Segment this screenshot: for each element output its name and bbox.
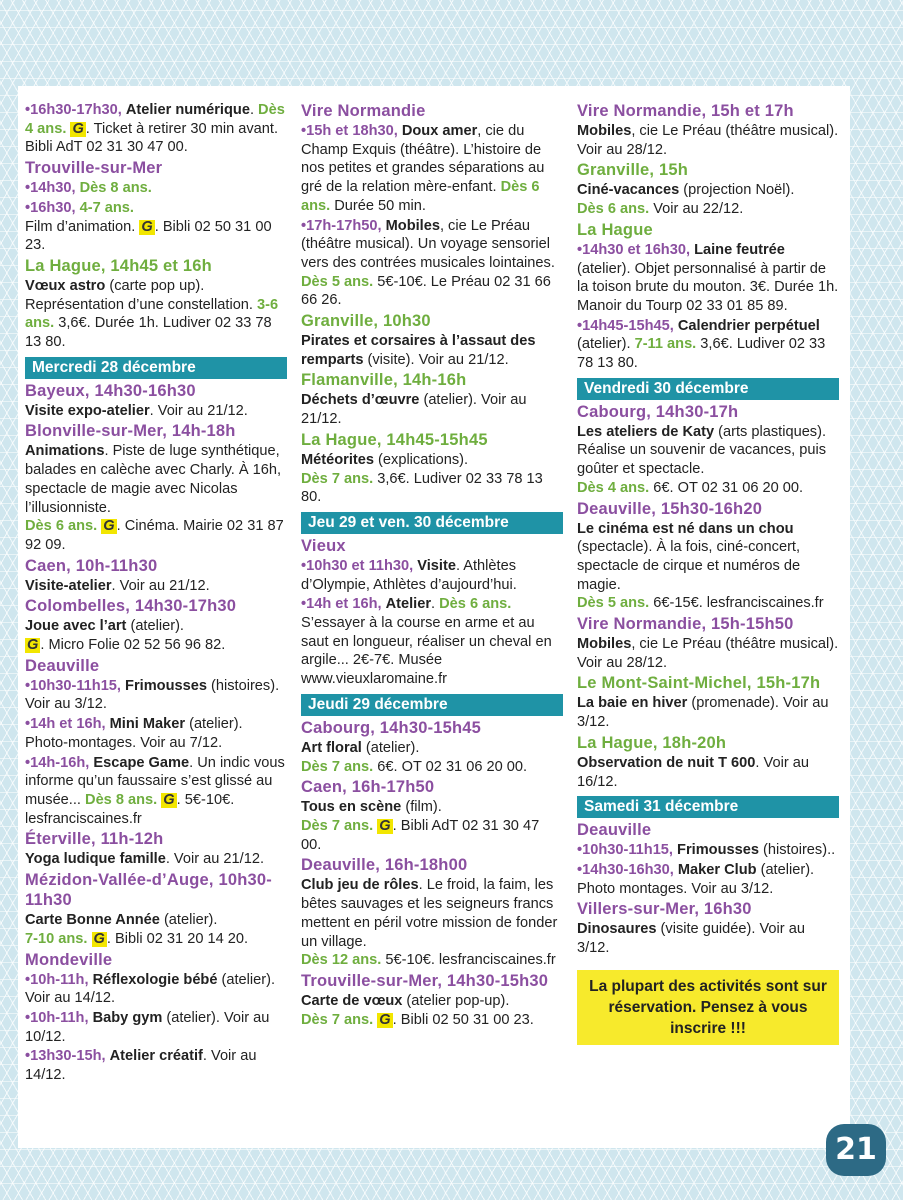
event-entry <box>577 635 839 672</box>
event-entry <box>577 181 839 218</box>
event-text: (arts plastiques). Réalise un souvenir de vacances, puis goûter et spectacle. <box>577 423 827 478</box>
event-text: (projection Noël). <box>679 182 795 199</box>
event-entry <box>25 577 287 596</box>
event-entry <box>577 423 839 498</box>
location-heading: La Hague, 18h-20h <box>577 733 727 752</box>
event-entry <box>577 520 839 614</box>
event-entry <box>301 332 563 369</box>
location-heading: Mézidon-Vallée-d’Auge, 10h30-11h30 <box>25 871 272 910</box>
reservation-notice: La plupart des activités sont sur réservation. Pensez à vous inscrire !!! <box>577 970 839 1045</box>
event-entry <box>25 850 287 869</box>
event-text: . Ticket à retirer 30 min avant. Bibli AdT 02 31 30 47 00. <box>25 120 279 156</box>
event-text: (visite). Voir au 21/12. <box>363 351 509 368</box>
event-title: Animations <box>25 443 105 460</box>
event-entry <box>25 677 287 714</box>
event-title: Calendrier perpétuel <box>677 317 820 334</box>
age-tag: Dès 6 ans. <box>439 596 512 613</box>
event-text: (atelier). Voir au 21/12. <box>301 392 527 428</box>
event-text: . Voir au 14/12. <box>25 1048 257 1084</box>
event-text: (atelier). <box>577 336 635 353</box>
free-badge: G <box>103 518 115 535</box>
location-heading: Deauville, 15h30-16h20 <box>577 499 763 518</box>
date-band: Vendredi 30 décembre <box>577 378 839 400</box>
event-text: Voir au 22/12. <box>649 201 744 218</box>
event-text: (atelier). <box>126 618 184 635</box>
event-text: 5€-10€. Le Préau 02 31 66 66 26. <box>301 273 551 309</box>
event-text: (atelier). Photo-montages. Voir au 7/12. <box>25 716 243 751</box>
age-tag: Dès 7 ans. <box>301 1011 374 1028</box>
event-text: (atelier pop-up). <box>402 992 510 1009</box>
event-text: (promenade). Voir au 3/12. <box>577 695 829 731</box>
age-tag: Dès 8 ans. <box>85 791 158 808</box>
event-text: , cie du Champ Exquis (théâtre). L’histoire de nos petites et grandes séparations au gré de la relation mère-enfant. <box>301 123 545 196</box>
location-heading: Deauville, 16h-18h00 <box>301 856 468 875</box>
event-time: •14h30 et 16h30, <box>577 241 691 258</box>
event-text: Durée 50 min. <box>330 197 426 214</box>
event-text: (atelier). Photo montages. Voir au 3/12. <box>577 861 815 897</box>
event-entry <box>577 694 839 731</box>
location-heading: Cabourg, 14h30-17h <box>577 402 739 421</box>
event-entry <box>577 122 839 159</box>
location-heading: Éterville, 11h-12h <box>25 830 164 849</box>
event-time: •14h45-15h45, <box>577 317 674 334</box>
date-band: Jeu 29 et ven. 30 décembre <box>301 512 563 534</box>
event-entry <box>577 920 839 957</box>
event-text: . Piste de luge synthétique, balades en calèche avec Charly. À 16h, spectacle de magie avec Nicolas l’illusionniste. <box>25 443 282 516</box>
event-title: Les ateliers de Katy <box>577 423 715 440</box>
event-title: La baie en hiver <box>577 695 688 712</box>
location-heading: Le Mont-Saint-Michel, 15h-17h <box>577 674 821 693</box>
event-time: •14h-16h, <box>25 754 90 771</box>
free-badge: G <box>141 218 153 235</box>
age-tag: Dès 6 ans. <box>301 179 540 214</box>
event-entry <box>25 754 287 829</box>
event-text: . Micro Folie 02 52 56 96 82. <box>40 637 226 654</box>
event-entry <box>25 179 287 198</box>
free-badge: G <box>163 791 175 808</box>
location-heading: Villers-sur-Mer, 16h30 <box>577 900 752 919</box>
event-text: (atelier). Voir au 10/12. <box>25 1009 270 1045</box>
event-text: , cie Le Préau (théâtre musical). Voir au 28/12. <box>577 636 839 671</box>
event-entry <box>25 911 287 948</box>
event-title: Visite <box>417 557 456 574</box>
age-tag: Dès 7 ans. <box>301 758 374 775</box>
event-title: Atelier créatif <box>109 1048 203 1065</box>
event-entry <box>301 739 563 776</box>
event-text: 3,6€. Ludiver 02 33 78 13 80. <box>577 336 826 372</box>
event-entry <box>577 754 839 791</box>
event-entry <box>301 217 563 311</box>
event-entry <box>577 841 839 860</box>
column-3 <box>577 100 839 1045</box>
event-title: Réflexologie bébé <box>92 971 218 988</box>
event-text: . Cinéma. Mairie 02 31 87 92 09. <box>25 518 284 553</box>
location-heading: Cabourg, 14h30-15h45 <box>301 718 482 737</box>
event-text: (visite guidée). Voir au 3/12. <box>577 921 805 957</box>
event-text: . 5€-10€. lesfranciscaines.fr <box>25 791 235 827</box>
event-time: •10h30-11h15, <box>577 842 673 859</box>
event-text: . Athlètes d’Olympie, Athlètes d’aujourd’hui. <box>301 557 517 593</box>
location-heading: La Hague, 14h45 et 16h <box>25 256 212 275</box>
event-entry <box>301 876 563 970</box>
location-heading: Deauville <box>577 821 652 840</box>
event-text: . Voir au 21/12. <box>165 851 265 868</box>
free-badge: G <box>379 1011 391 1028</box>
event-text: , cie Le Préau (théâtre musical). Un voyage sensoriel vers des contrées musicales lointaines. <box>301 217 555 271</box>
event-title: Laine feutrée <box>694 241 785 258</box>
date-band: Samedi 31 décembre <box>577 796 839 818</box>
event-entry <box>577 241 839 316</box>
event-text: . Bibli AdT 02 31 30 47 00. <box>301 817 540 853</box>
location-heading: Trouville-sur-Mer <box>25 159 163 178</box>
event-title: Escape Game <box>93 754 190 771</box>
event-text: . Un indic vous informe qu’un faussaire s’est glissé au musée... <box>25 754 285 808</box>
location-heading: Trouville-sur-Mer, 14h30-15h30 <box>301 971 549 990</box>
event-text: . Voir au 21/12. <box>149 402 248 419</box>
event-title: Météorites <box>301 451 374 468</box>
event-text: (carte pop up). Représentation d’une constellation. <box>25 277 258 313</box>
event-entry <box>301 595 563 689</box>
event-entry <box>301 798 563 854</box>
date-band: Mercredi 28 décembre <box>25 357 287 379</box>
location-heading: Colombelles, 14h30-17h30 <box>25 597 237 616</box>
event-text: . Bibli 02 50 31 00 23. <box>392 1011 534 1028</box>
event-title: Vœux astro <box>25 277 106 294</box>
event-text: (film). <box>401 799 442 816</box>
event-entry <box>301 391 563 428</box>
event-title: Carte Bonne Année <box>25 912 160 929</box>
event-entry <box>301 451 563 507</box>
event-time: •15h et 18h30, <box>301 123 398 139</box>
event-entry <box>301 992 563 1029</box>
event-text: S’essayer à la course en arme et au saut en longueur, réaliser un cheval en argile... 2€-7€. Musée www.vieuxlaromaine.fr <box>301 615 552 688</box>
event-text: Film d’animation. <box>25 218 140 235</box>
column-1 <box>25 100 287 1086</box>
event-time: •10h30-11h15, <box>25 677 121 694</box>
age-tag: Dès 8 ans. <box>79 180 152 197</box>
event-text: 5€-10€. lesfranciscaines.fr <box>381 952 556 969</box>
event-title: Visite-atelier <box>25 577 112 594</box>
event-entry <box>25 1047 287 1084</box>
agenda-page <box>18 86 850 1148</box>
age-tag: Dès 5 ans. <box>577 595 650 612</box>
age-tag: Dès 6 ans. <box>577 201 650 218</box>
event-text: (atelier). Voir au 14/12. <box>25 971 276 1007</box>
event-time: •17h-17h50, <box>301 217 382 234</box>
event-text: (histoires). Voir au 3/12. <box>25 677 280 713</box>
event-entry <box>25 199 287 255</box>
event-time: •14h30-16h30, <box>577 861 674 878</box>
location-heading: La Hague, 14h45-15h45 <box>301 430 488 449</box>
location-heading: Mondeville <box>25 950 113 969</box>
event-text: 6€. OT 02 31 06 20 00. <box>649 479 804 496</box>
event-time: •10h-11h, <box>25 971 89 988</box>
event-title: Art floral <box>301 739 362 756</box>
location-heading: Flamanville, 14h-16h <box>301 371 467 390</box>
event-title: Carte de vœux <box>301 992 403 1009</box>
event-text: 6€-15€. lesfranciscaines.fr <box>649 595 824 612</box>
event-title: Frimousses <box>125 677 207 694</box>
event-title: Joue avec l’art <box>25 618 127 635</box>
event-entry <box>25 617 287 654</box>
event-title: Observation de nuit T 600 <box>577 754 756 771</box>
event-text: , cie Le Préau (théâtre musical). Voir au 28/12. <box>577 123 839 158</box>
event-text: . Le froid, la faim, les bêtes sauvages et les seigneurs francs mettent en péril votre mission de fonder un village. <box>301 877 558 950</box>
event-time: •10h-11h, <box>25 1009 89 1026</box>
event-time: •10h30 et 11h30, <box>301 557 414 574</box>
event-text: 3,6€. Ludiver 02 33 78 13 80. <box>301 470 543 506</box>
event-title: Doux amer <box>401 123 478 139</box>
location-heading: Blonville-sur-Mer, 14h-18h <box>25 422 236 441</box>
location-heading: Vire Normandie, 15h-15h50 <box>577 615 794 634</box>
event-title: Mini Maker <box>109 716 186 733</box>
event-text: . Voir au 16/12. <box>577 754 809 790</box>
event-title: Tous en scène <box>301 799 402 816</box>
location-heading: Vire Normandie, 15h et 17h <box>577 102 794 120</box>
event-title: Pirates et corsaires à l’assaut des remparts <box>301 333 536 368</box>
event-text: (atelier). Objet personnalisé à partir de la toison brute du mouton. 3€. Durée 1h. Manoir du Tourp 02 33 01 85 89. <box>577 260 839 314</box>
event-title: Yoga ludique famille <box>25 851 166 868</box>
event-entry <box>25 101 287 157</box>
event-title: Club jeu de rôles <box>301 877 419 894</box>
age-tag: Dès 7 ans. <box>301 817 374 834</box>
free-badge: G <box>93 930 105 947</box>
event-text: . Bibli 02 50 31 00 23. <box>25 218 272 254</box>
event-entry <box>25 715 287 752</box>
event-entry <box>301 122 563 216</box>
event-text: (atelier). <box>159 912 218 929</box>
event-time: •16h30-17h30, <box>25 102 122 118</box>
event-text: 3,6€. Durée 1h. Ludiver 02 33 78 13 80. <box>25 315 272 351</box>
location-heading: Deauville <box>25 656 100 675</box>
age-tag: Dès 12 ans. <box>301 952 382 969</box>
free-badge: G <box>27 637 39 654</box>
event-text: . Bibli 02 31 20 14 20. <box>106 930 249 947</box>
age-tag: 3-6 ans. <box>25 296 279 332</box>
location-heading: Granville, 15h <box>577 161 689 180</box>
event-entry <box>25 402 287 421</box>
date-band: Jeudi 29 décembre <box>301 694 563 716</box>
age-tag: Dès 4 ans. <box>577 479 650 496</box>
event-title: Maker Club <box>677 861 757 878</box>
location-heading: Granville, 10h30 <box>301 312 431 331</box>
event-text: (histoires).. <box>758 842 836 859</box>
age-tag: 4-7 ans. <box>79 199 134 216</box>
location-heading: Bayeux, 14h30-16h30 <box>25 381 196 400</box>
event-title: Dinosaures <box>577 921 657 938</box>
event-text: . Voir au 21/12. <box>111 577 210 594</box>
event-title: Baby gym <box>92 1009 163 1026</box>
event-time: •14h30, <box>25 180 76 197</box>
location-heading: Caen, 10h-11h30 <box>25 556 158 575</box>
event-title: Le cinéma est né dans un chou <box>577 520 794 537</box>
location-heading: Vieux <box>301 536 346 555</box>
page-number: 21 <box>826 1124 886 1176</box>
age-tag: 7-10 ans. <box>25 930 88 947</box>
age-tag: 7-11 ans. <box>634 336 697 353</box>
event-title: Ciné-vacances <box>577 182 680 199</box>
free-badge: G <box>379 817 391 834</box>
event-time: •16h30, <box>25 199 76 216</box>
column-2 <box>301 100 563 1030</box>
event-entry <box>25 971 287 1008</box>
age-tag: Dès 6 ans. <box>25 518 98 535</box>
event-entry <box>25 1009 287 1046</box>
event-text: . <box>431 596 440 613</box>
event-time: •13h30-15h, <box>25 1048 106 1065</box>
location-heading: Vire Normandie <box>301 102 426 120</box>
age-tag: Dès 7 ans. <box>301 470 374 487</box>
event-title: Atelier numérique <box>125 102 250 118</box>
event-title: Visite expo-atelier <box>25 402 150 419</box>
age-tag: Dès 4 ans. <box>25 102 285 137</box>
event-title: Atelier <box>385 596 432 613</box>
event-title: Mobiles <box>385 217 440 234</box>
event-entry <box>25 442 287 554</box>
location-heading: Caen, 16h-17h50 <box>301 778 435 797</box>
event-title: Déchets d’œuvre <box>301 392 420 409</box>
event-text: . <box>249 102 259 118</box>
event-text: (explications). <box>374 451 469 468</box>
age-tag: Dès 5 ans. <box>301 273 374 290</box>
location-heading: La Hague <box>577 220 653 239</box>
free-badge: G <box>72 120 84 137</box>
event-text: 6€. OT 02 31 06 20 00. <box>373 758 528 775</box>
event-entry <box>577 317 839 373</box>
event-entry <box>301 557 563 594</box>
event-text: (spectacle). À la fois, ciné-concert, spectacle de cirque et numéros de magie. <box>577 539 801 593</box>
event-entry <box>25 277 287 352</box>
event-time: •14h et 16h, <box>301 596 382 613</box>
event-title: Mobiles <box>577 636 632 653</box>
event-title: Frimousses <box>677 842 759 859</box>
event-time: •14h et 16h, <box>25 716 106 733</box>
event-title: Mobiles <box>577 123 632 139</box>
event-text: (atelier). <box>361 739 420 756</box>
event-entry <box>577 861 839 898</box>
